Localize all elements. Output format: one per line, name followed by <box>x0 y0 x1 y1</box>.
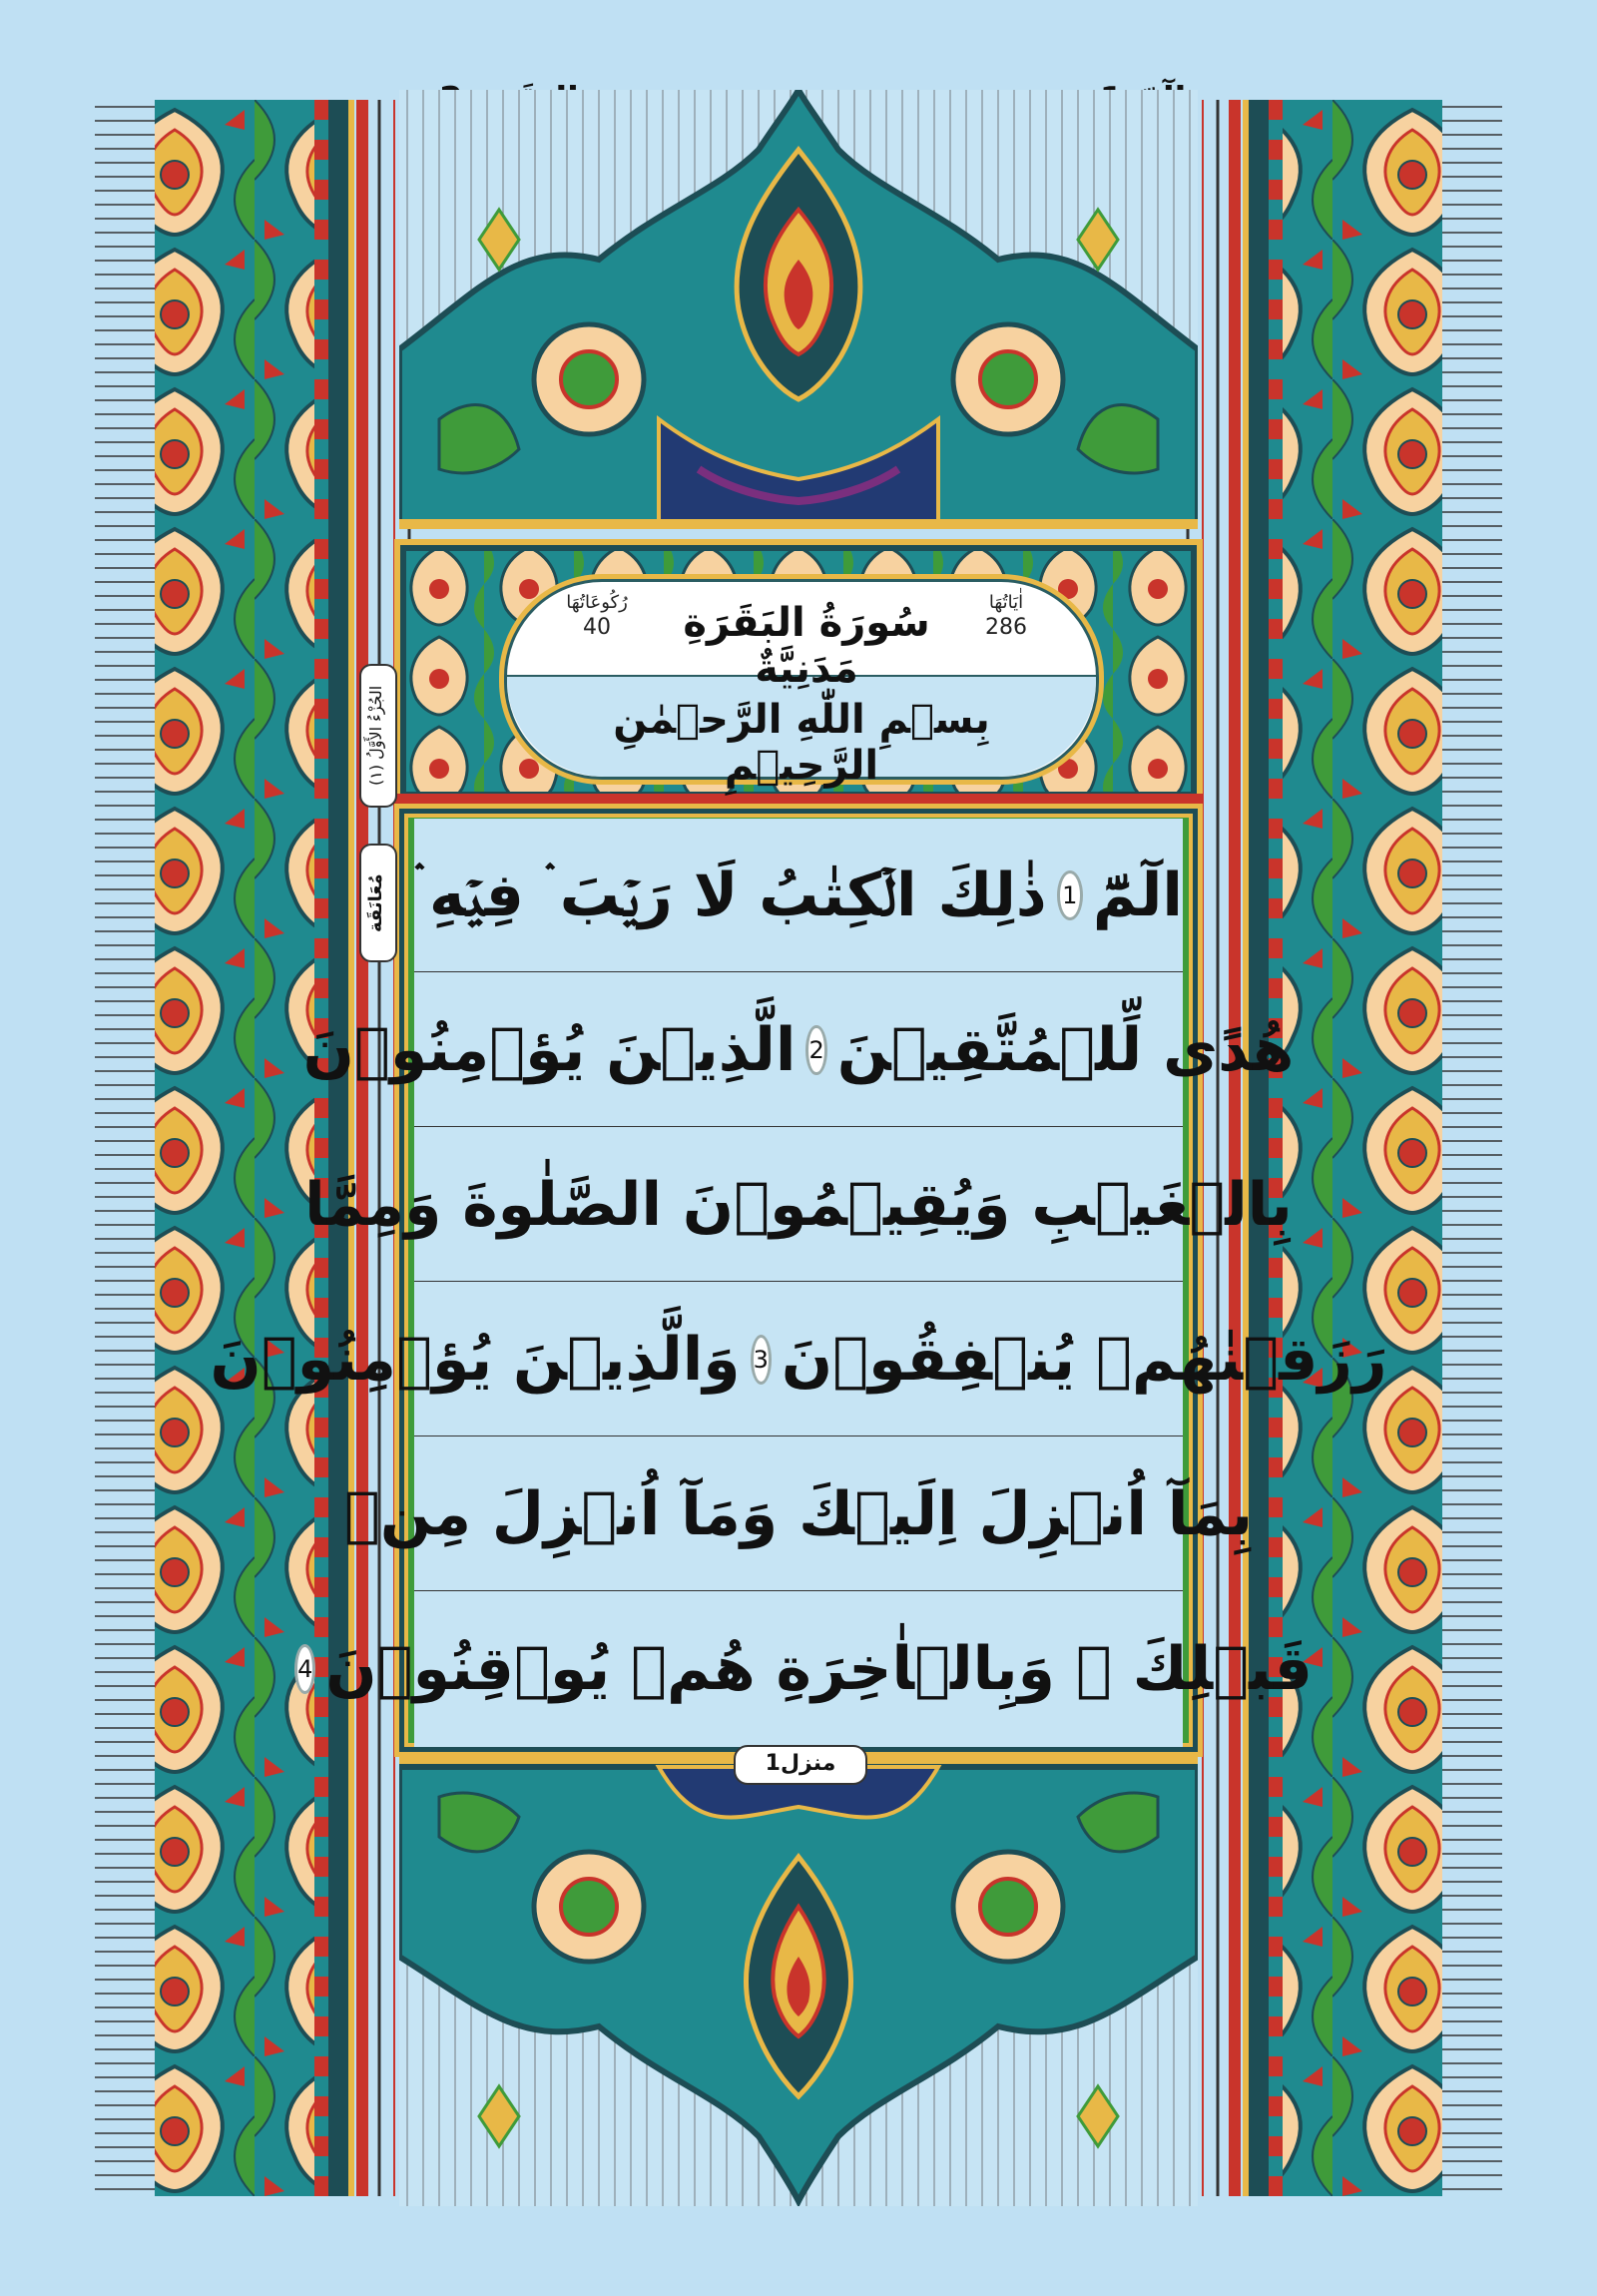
ayah-number-mark: 2 <box>805 1025 826 1075</box>
ayah-number-mark: 4 <box>294 1644 315 1694</box>
ayat-count-box <box>961 592 1051 640</box>
verse-text: هُدًى لِّلۡمُتَّقِيۡنَ <box>836 1014 1295 1085</box>
ayah-number-mark: 1 <box>1057 870 1083 920</box>
verse-line <box>297 1592 1313 1745</box>
verse-text: رَزَقۡنٰهُمۡ يُنۡفِقُوۡنَ <box>781 1324 1387 1395</box>
verse-line <box>304 1128 1293 1282</box>
bottom-arch-ornament <box>399 1757 1198 2206</box>
verse-text: قَبۡلِكَ ۚ وَبِالۡاٰخِرَةِ هُمۡ يُوۡقِنُوۡنَ <box>325 1633 1313 1704</box>
ruku-count-box <box>552 592 642 640</box>
ruku-count: 40 <box>583 615 611 640</box>
ruku-label: رُكُوعَاتُهَا <box>566 592 628 613</box>
manzil-tab: منزل1 <box>734 1745 867 1785</box>
left-ornamental-border <box>95 100 424 2196</box>
juz-tab: الجُزْءُ الأَوَّلُ (١) <box>359 664 397 808</box>
ayah-number-mark: 3 <box>751 1335 772 1385</box>
verse-line <box>343 1437 1254 1591</box>
verse-line <box>210 1283 1387 1436</box>
right-ornamental-border <box>1173 100 1502 2196</box>
muanaqah-tab: مُعَانَقَة <box>359 844 397 962</box>
top-arch-ornament <box>399 90 1198 529</box>
verse-line <box>414 819 1183 972</box>
verse-text: ذٰلِكَ الۡكِتٰبُ لَا رَيۡبَ ۛ فِيۡهِ ۛ <box>414 860 1047 930</box>
verse-text: بِمَآ اُنۡزِلَ اِلَيۡكَ وَمَآ اُنۡزِلَ مِنۡ <box>343 1478 1254 1549</box>
ayat-label: اٰيَاتُهَا <box>988 592 1024 613</box>
verse-text: وَالَّذِيۡنَ يُؤۡمِنُوۡنَ <box>210 1324 741 1395</box>
verse-text: بِالۡغَيۡبِ وَيُقِيۡمُوۡنَ الصَّلٰوةَ وَمِمَّا <box>304 1169 1293 1240</box>
verse-line <box>302 973 1295 1127</box>
verse-text: الٓمّٓ <box>1092 860 1183 930</box>
ayat-count: 286 <box>985 615 1027 640</box>
verse-text: الَّذِيۡنَ يُؤۡمِنُوۡنَ <box>302 1014 797 1085</box>
surah-title: سُورَةُ البَقَرَةِ مَدَنِيَّةٌ <box>683 600 930 692</box>
basmala: بِسۡمِ اللّٰهِ الرَّحۡمٰنِ الرَّحِيۡمِ <box>613 697 990 789</box>
surah-title-cartouche <box>504 579 1099 789</box>
